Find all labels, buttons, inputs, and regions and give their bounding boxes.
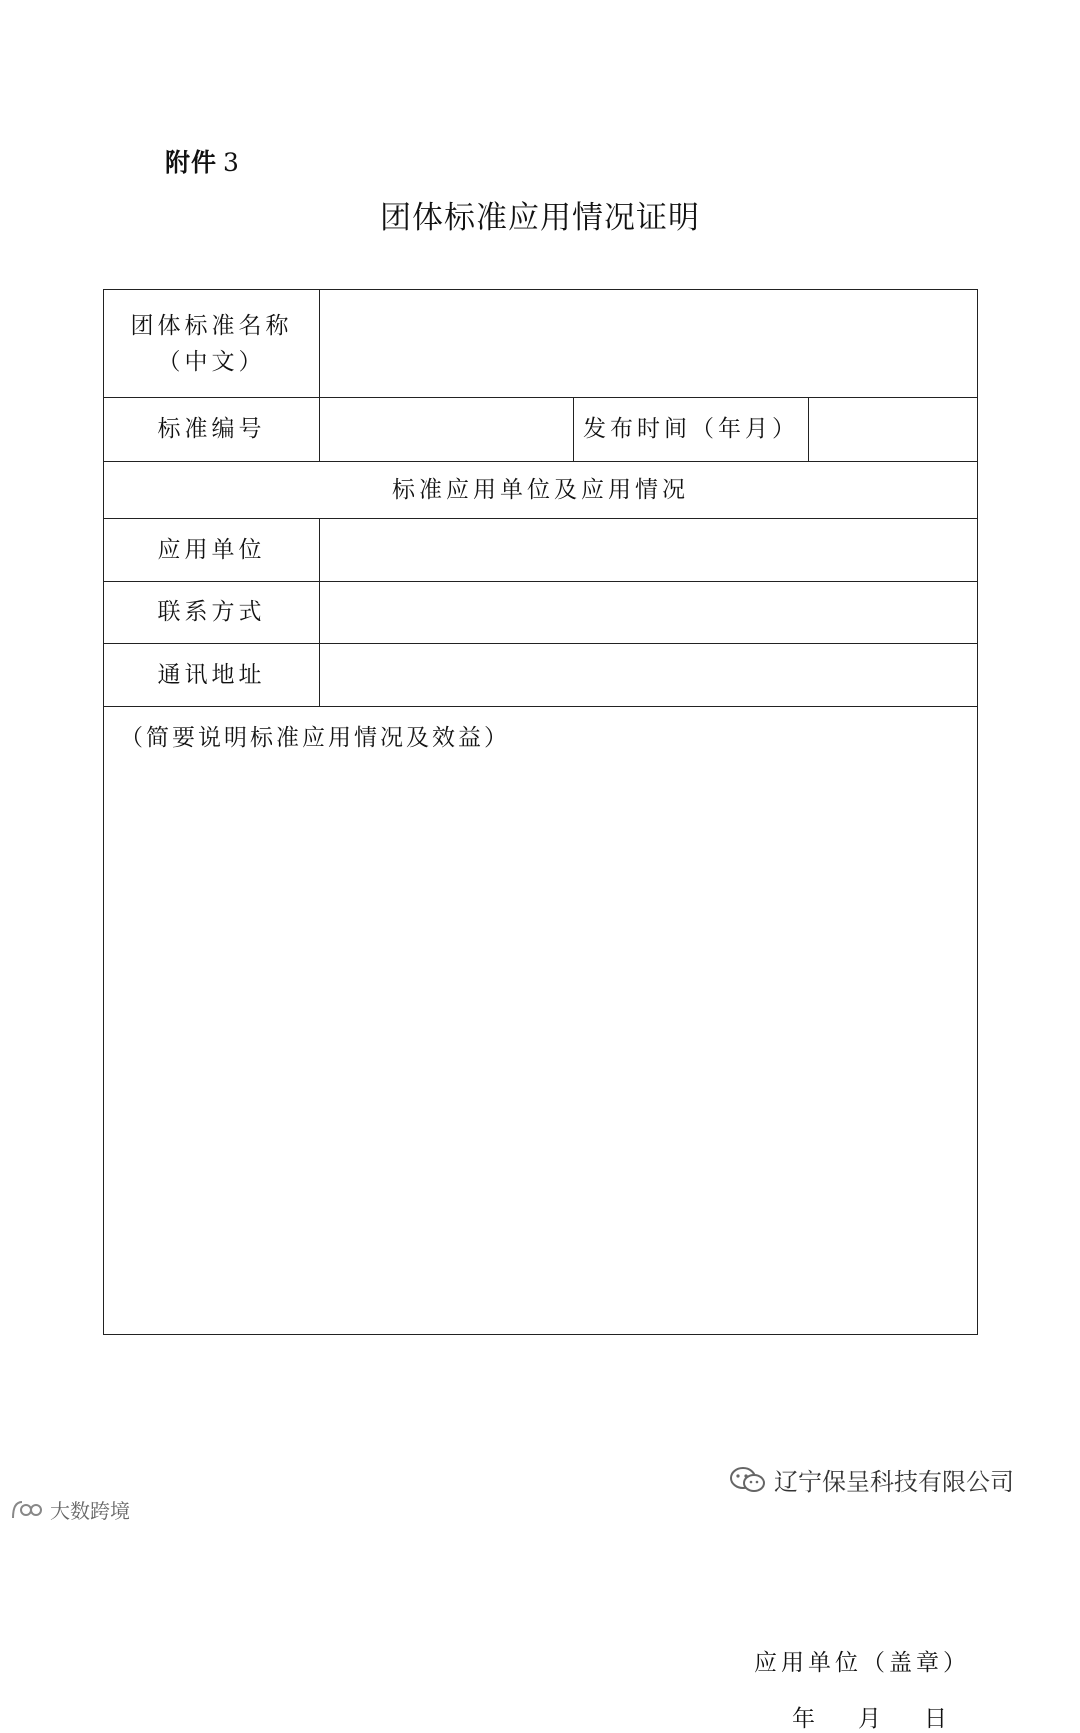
- notes-hint: （简要说明标准应用情况及效益）: [120, 725, 510, 751]
- standard-name-label-line2: （中文）: [157, 348, 266, 375]
- standard-name-field[interactable]: [320, 290, 977, 397]
- footer-watermark: [10, 1495, 130, 1524]
- document-title: 团体标准应用情况证明: [380, 200, 700, 236]
- standard-number-label: 标准编号: [157, 416, 266, 442]
- address-label: 通讯地址: [157, 661, 266, 688]
- attachment-number: 3: [223, 148, 240, 177]
- footer-brand-text: 辽宁保呈科技有限公司: [774, 1468, 1014, 1496]
- watermark-logo-icon: [10, 1498, 44, 1522]
- date-day: 日: [924, 1706, 947, 1732]
- address-field[interactable]: [320, 643, 977, 706]
- date-line: [792, 1700, 990, 1733]
- section-heading: 标准应用单位及应用情况: [392, 476, 689, 503]
- attachment-label-text: 附件: [165, 148, 218, 177]
- publish-time-label: 发布时间（年月）: [583, 416, 799, 442]
- standard-name-label-line1: 团体标准名称: [130, 312, 293, 339]
- footer-watermark-text: 大数跨境: [50, 1499, 130, 1523]
- contact-field[interactable]: [320, 581, 977, 643]
- wechat-icon: [728, 1465, 768, 1495]
- footer-brand: [728, 1462, 1014, 1497]
- attachment-label: [165, 143, 240, 179]
- standard-number-field[interactable]: [320, 397, 573, 461]
- contact-label: 联系方式: [157, 599, 266, 625]
- unit-label: 应用单位: [157, 536, 266, 563]
- standard-name-label: [104, 290, 319, 397]
- seal-label: 应用单位（盖章）: [754, 1650, 970, 1676]
- unit-field[interactable]: [320, 518, 977, 581]
- date-month: 月: [858, 1706, 881, 1732]
- date-year: 年: [792, 1706, 815, 1732]
- publish-time-field[interactable]: [809, 397, 977, 461]
